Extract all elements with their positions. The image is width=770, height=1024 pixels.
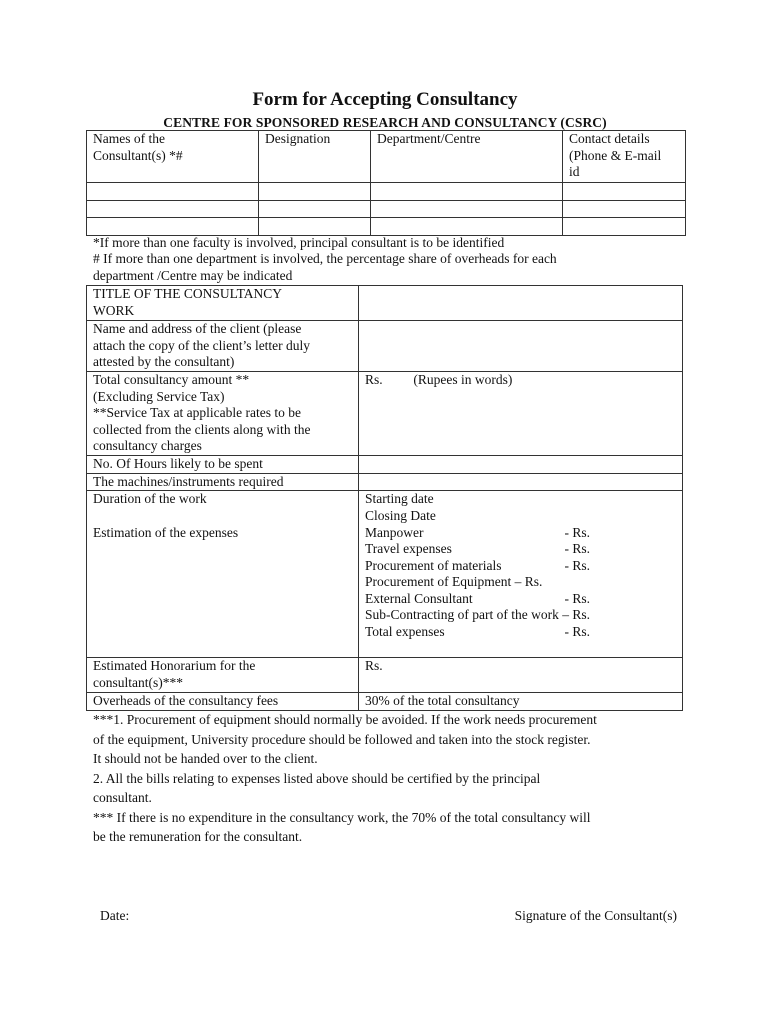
note-line: *** If there is no expenditure in the consultancy work, the 70% of the total consultancy will [93,809,591,825]
overheads-label: Overheads of the consultancy fees [87,693,359,711]
machines-label: The machines/instruments required [87,473,359,491]
contact-cell[interactable] [563,183,686,201]
expense-line: Procurement of Equipment – Rs. [365,574,543,589]
designation-cell[interactable] [259,200,371,218]
row-amount [87,372,683,456]
name-cell[interactable] [87,218,259,236]
note-line: consultant. [93,790,152,805]
header-names: Names of the Consultant(s) *# [87,131,259,183]
notes-bottom [93,710,693,847]
amount-rs: Rs. [365,372,383,387]
row-estimation [87,525,683,658]
starting-date: Starting date [365,491,434,506]
expense-line: Manpower - Rs. [365,524,590,540]
table-row [87,183,686,201]
designation-cell[interactable] [259,183,371,201]
page-subtitle: CENTRE FOR SPONSORED RESEARCH AND CONSULTANCY (CSRC) [163,115,607,130]
note-line: It should not be handed over to the client. [93,751,318,766]
honorarium-label: Estimated Honorarium for the consultant(s)*** [87,658,359,693]
note-line: of the equipment, University procedure should be followed and taken into the stock register. [93,731,591,747]
expense-line: Total expenses - Rs. [365,623,590,639]
duration-label: Duration of the work [87,491,359,525]
note-overheads-share: # If more than one department is involved, the percentage share of overheads for each [93,251,557,267]
row-hours [87,456,683,474]
estimation-label: Estimation of the expenses [87,525,359,658]
table-row [87,218,686,236]
row-machines [87,473,683,491]
overheads-value[interactable]: 30% of the total consultancy [359,693,683,711]
department-cell[interactable] [371,183,563,201]
contact-cell[interactable] [563,200,686,218]
note-line: ***1. Procurement of equipment should normally be avoided. If the work needs procurement [93,712,597,727]
expense-line: Travel expenses - Rs. [365,541,590,556]
name-cell[interactable] [87,183,259,201]
hours-value[interactable] [359,456,683,474]
header-designation: Designation [259,131,371,183]
designation-cell[interactable] [259,218,371,236]
amount-value[interactable] [359,372,683,456]
machines-value[interactable] [359,473,683,491]
row-duration [87,491,683,525]
note-principal-consultant: *If more than one faculty is involved, principal consultant is to be identified [93,235,505,250]
page-title: Form for Accepting Consultancy [252,89,518,110]
note-line: be the remuneration for the consultant. [93,829,303,844]
hours-label: No. Of Hours likely to be spent [87,456,359,474]
row-client [87,321,683,372]
closing-date: Closing Date [365,507,436,523]
consultant-table-header [87,131,686,183]
honorarium-value[interactable]: Rs. [359,658,683,693]
row-honorarium [87,658,683,693]
contact-cell[interactable] [563,218,686,236]
expense-line: External Consultant - Rs. [365,590,590,606]
title-label: TITLE OF THE CONSULTANCY WORK [87,286,359,321]
expense-line: Procurement of materials - Rs. [365,557,590,573]
details-table [86,285,683,711]
notes-top [93,235,693,284]
expense-line: Sub-Contracting of part of the work – Rs. [365,607,590,622]
note-overheads-share-cont: department /Centre may be indicated [93,267,293,283]
client-value[interactable] [359,321,683,372]
note-line: 2. All the bills relating to expenses listed above should be certified by the principal [93,770,541,786]
header-department: Department/Centre [371,131,563,183]
client-label: Name and address of the client (please attach the copy of the client’s letter duly attested by the consultant) [87,321,359,372]
amount-words: (Rupees in words) [413,372,513,387]
date-label: Date: [100,908,130,923]
signature-label: Signature of the Consultant(s) [514,908,677,923]
department-cell[interactable] [371,200,563,218]
duration-value[interactable] [359,491,683,525]
amount-label: Total consultancy amount ** (Excluding Service Tax) **Service Tax at applicable rates to be collected from the clients along with the consultancy charges [87,372,359,456]
row-overheads [87,693,683,711]
row-title [87,286,683,321]
consultant-table [86,130,686,236]
department-cell[interactable] [371,218,563,236]
name-cell[interactable] [87,200,259,218]
title-value[interactable] [359,286,683,321]
table-row [87,200,686,218]
header-contact: Contact details (Phone & E-mail id [563,131,686,183]
estimation-value[interactable] [359,525,683,658]
